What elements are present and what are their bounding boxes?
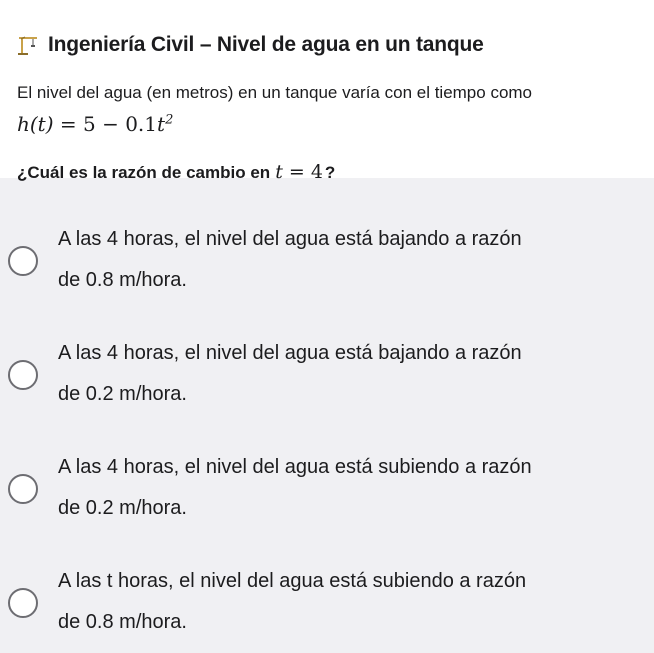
crane-icon (17, 34, 39, 56)
problem-statement: El nivel del agua (en metros) en un tanque varía con el tiempo como (17, 83, 533, 102)
radio-button[interactable] (8, 474, 38, 504)
answer-option-2[interactable] (0, 333, 654, 419)
title-row (17, 33, 484, 57)
radio-button[interactable] (8, 360, 38, 390)
answer-option-1[interactable] (0, 219, 654, 305)
question-suffix: ? (324, 163, 336, 182)
radio-button[interactable] (8, 588, 38, 618)
option-line-1: A las 4 horas, el nivel del agua está bajando a razón (58, 342, 522, 364)
option-label (58, 219, 648, 301)
option-line-2: de 0.8 m/hora. (58, 611, 187, 633)
option-label (58, 447, 648, 529)
option-line-1: A las t horas, el nivel del agua está subiendo a razón (58, 570, 527, 592)
question-card (0, 0, 654, 183)
formula-exponent: 2 (165, 112, 174, 128)
formula (17, 112, 173, 136)
option-line-2: de 0.2 m/hora. (58, 497, 187, 519)
question-text (17, 161, 335, 183)
formula-lhs: h(t) (17, 112, 54, 136)
option-label (58, 333, 648, 415)
question-math (275, 161, 323, 183)
question-prefix: ¿Cuál es la razón de cambio en (17, 163, 271, 182)
option-line-1: A las 4 horas, el nivel del agua está subiendo a razón (58, 456, 532, 478)
option-label (58, 561, 648, 643)
question-math-rest: = 4 (282, 161, 323, 183)
formula-eq: = 5 − 0.1 (53, 112, 158, 136)
option-line-2: de 0.2 m/hora. (58, 383, 187, 405)
formula-var: t (157, 112, 166, 136)
answer-option-4[interactable] (0, 561, 654, 647)
question-math-var: t (275, 161, 283, 183)
answer-option-3[interactable] (0, 447, 654, 533)
page-title: Ingeniería Civil – Nivel de agua en un tanque (48, 33, 484, 56)
option-line-2: de 0.8 m/hora. (58, 269, 187, 291)
radio-button[interactable] (8, 246, 38, 276)
option-line-1: A las 4 horas, el nivel del agua está bajando a razón (58, 228, 522, 250)
